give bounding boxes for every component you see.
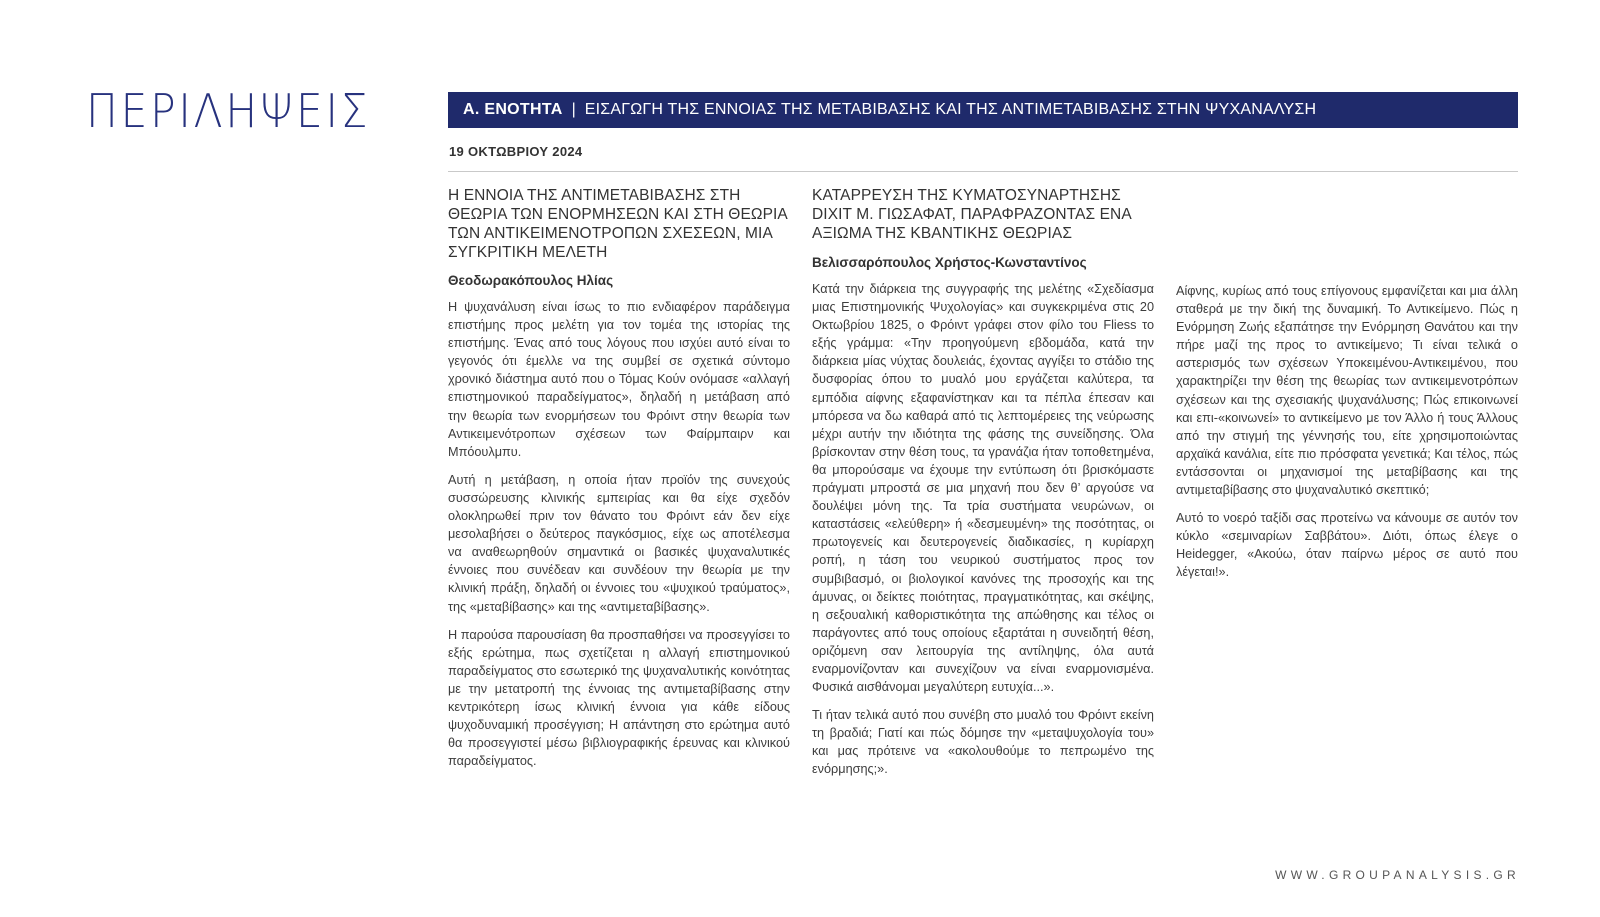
section-label: Α. ΕΝΟΤΗΤΑ — [463, 101, 563, 118]
event-date: 19 ΟΚΤΩΒΡΙΟΥ 2024 — [449, 144, 583, 159]
article-2-continuation-column — [1176, 282, 1518, 592]
section-separator: | — [571, 101, 576, 118]
section-topic: ΕΙΣΑΓΩΓΗ ΤΗΣ ΕΝΝΟΙΑΣ ΤΗΣ ΜΕΤΑΒΙΒΑΣΗΣ ΚΑΙ ΤΗΣ ΑΝΤΙΜΕΤΑΒΙΒΑΣΗΣ ΣΤΗΝ ΨΥΧΑΝΑΛΥΣΗ — [584, 101, 1317, 118]
article-2-column — [812, 186, 1154, 789]
article-2-paragraph-4: Αυτό το νοερό ταξίδι σας προτείνω να κάνουμε σε αυτόν τον κύκλο «σεμιναρίων Σαββάτου». Διότι, όπως έλεγε ο Heidegger, «Ακούω, όταν παίρνω μέρος σε αυτό που λέγεται!». — [1176, 511, 1518, 580]
article-1-paragraph-1: Η ψυχανάλυση είναι ίσως το πιο ενδιαφέρον παράδειγμα επιστήμης προς μελέτη για τον τομέα της ιστορίας της επιστήμης. Ένας από τους λόγους που ισχύει αυτό είναι το γεγονός ότι έμελλε να της συμβεί σε σχετικά σύντομο χρονικό διάστημα αυτό που ο Τόμας Κούν ονόμασε «αλλαγή επιστημονικού παραδείγματος», δηλαδή η μετάβαση από την θεωρία των ενορμήσεων του Φρόιντ στην θεωρία των Αντικειμενότροπων σχέσεων των Φαίρμπαιρν και Μπόουλμπυ. — [448, 300, 790, 459]
article-2-paragraph-3: Αίφνης, κυρίως από τους επίγονους εμφανίζεται και μια άλλη σταθερά με την δική της δυναμική. Το Αντικείμενο. Πώς η Ενόρμηση Ζωής εξαπάτησε την Ενόρμηση Θανάτου και την πήρε μαζί της προς το αντικείμενο; Τι είναι τελικά ο αστερισμός των σχέσεων Υποκειμένου-Αντικειμένου, που χαρακτηρίζει την θέση της θεωρίας των αντικειμενοτρόπων σχέσεων και της σχεσιακής ψυχανάλυσης; Πώς επικοινωνεί και επι-«κοινωνεί» το αντικείμενο με τον Άλλο ή τους Άλλους από την στιγμή της γέννησής του, είτε χρησιμοποιώντας αρχαϊκά κανάλια, είτε πιο πρόσφατα γενετικά; Και τέλος, πώς εντάσσονται οι μηχανισμοί της μεταβίβασης και της αντιμεταβίβασης στο ψυχαναλυτικό σκεπτικό; — [1176, 284, 1518, 498]
article-1-paragraph-3: Η παρούσα παρουσίαση θα προσπαθήσει να προσεγγίσει το εξής ερώτημα, πως σχετίζεται η αλλαγή επιστημονικού παραδείγματος στο εσωτερικό της ψυχαναλυτικής κοινότητας με την μετατροπή της έννοιας της αντιμεταβίβασης στην κεντρικότερη ίσως κλινική έννοια για κάθε είδους ψυχοδυναμική προσέγγιση; Η απάντηση στο ερώτημα αυτό θα προσεγγιστεί μέσω βιβλιογραφικής έρευνας και κλινικού παραδείγματος. — [448, 627, 790, 769]
section-header-bar — [448, 92, 1518, 128]
article-2-author: Βελισσαρόπουλος Χρήστος-Κωνσταντίνος — [812, 255, 1087, 270]
footer-website-url: WWW.GROUPANALYSIS.GR — [1275, 868, 1520, 882]
article-1-title: Η ΕΝΝΟΙΑ ΤΗΣ ΑΝΤΙΜΕΤΑΒΙΒΑΣΗΣ ΣΤΗ ΘΕΩΡΙΑ ΤΩΝ ΕΝΟΡΜΗΣΕΩΝ ΚΑΙ ΣΤΗ ΘΕΩΡΙΑ ΤΩΝ ΑΝΤΙΚΕΙΜΕΝΟΤΡΟΠΩΝ ΣΧΕΣΕΩΝ, ΜΙΑ ΣΥΓΚΡΙΤΙΚΗ ΜΕΛΕΤΗ — [448, 187, 787, 261]
article-1-author: Θεοδωρακόπουλος Ηλίας — [448, 273, 614, 288]
article-1-column — [448, 186, 790, 780]
article-2-paragraph-2: Τι ήταν τελικά αυτό που συνέβη στο μυαλό του Φρόιντ εκείνη τη βραδιά; Γιατί και πώς δόμησε την «μεταψυχολογία του» και μας πρότεινε να «ακολουθούμε το πεπρωμένο της ενόρμησης;». — [812, 708, 1154, 777]
page-title: ΠΕΡΙΛΗΨΕΙΣ — [86, 84, 371, 138]
article-2-title: ΚΑΤΑΡΡΕΥΣΗ ΤΗΣ ΚΥΜΑΤΟΣΥΝΑΡΤΗΣΗΣ DIXIT M. ΓΙΩΣΑΦΑΤ, ΠΑΡΑΦΡΑΖΟΝΤΑΣ ΕΝΑ ΑΞΙΩΜΑ ΤΗΣ ΚΒΑΝΤΙΚΗΣ ΘΕΩΡΙΑΣ — [812, 187, 1131, 242]
article-2-paragraph-1: Κατά την διάρκεια της συγγραφής της μελέτης «Σχεδίασμα μιας Επιστημονικής Ψυχολογίας» και συγκεκριμένα στις 20 Οκτωβρίου 1825, ο Φρόιντ γράφει στον φίλο του Fliess το εξής γράμμα: «Την προηγούμενη εβδομάδα, κατά την διάρκεια μίας νύχτας δουλειάς, έχοντας αγγίξει το στάδιο της δυσφορίας όπου το μυαλό μου εργάζεται καλύτερα, τα εμπόδια αίφνης εξαφανίστηκαν και τα πέπλα έπεσαν και μπόρεσα να δω καθαρά από τις λεπτομέρειες της νεύρωσης μέχρι αυτήν την ιδιότητα της φάσης της συνείδησης. Όλα βρίσκονταν στην θέση τους, τα γρανάζια ήταν τοποθετημένα, θα μπορούσαμε να έχουμε την εντύπωση ότι βρισκόμαστε πράγματι μπροστά σε μια μηχανή που δεν θ’ αργούσε να δουλέψει μόνη της. Τα τρία συστήματα νευρώνων, οι καταστάσεις «ελεύθερη» ή «δεσμευμένη» της ποσότητας, οι πρωτογενείς και δευτερογενείς διαδικασίες, η κυρίαρχη ροπή, η τάση του νευρικού συστήματος προς τον συμβιβασμό, οι βιολογικοί κανόνες της προσοχής και της άμυνας, οι δείκτες ποιότητας, πραγματικότητας, και σκέψης, η σεξουαλική καθοριστικότητα της απώθησης και τέλος οι παράγοντες από τους οποίους εξαρτάται η συνειδητή θέση, οριζόμενη σαν λειτουργία της αντίληψης, όλα αυτά εναρμονίζονταν και συνεχίζουν να είναι εναρμονισμένα. Φυσικά αισθάνομαι μεγαλύτερη ευτυχία...». — [812, 282, 1154, 695]
article-1-paragraph-2: Αυτή η μετάβαση, η οποία ήταν προϊόν της συνεχούς συσσώρευσης κλινικής εμπειρίας και θα είχε σχεδόν ολοκληρωθεί πριν τον θάνατο του Φρόιντ εάν δεν είχε μεσολαβήσει ο δεύτερος παγκόσμιος, είχε ως αποτέλεσμα να αναθεωρηθούν σημαντικά οι βασικές ψυχαναλυτικές έννοιες που συνέδεαν και συνδέουν την θεωρία με την κλινική πράξη, δηλαδή οι έννοιες του «ψυχικού τραύματος», της «μεταβίβασης» και της «αντιμεταβίβασης». — [448, 472, 790, 614]
divider — [448, 171, 1518, 172]
